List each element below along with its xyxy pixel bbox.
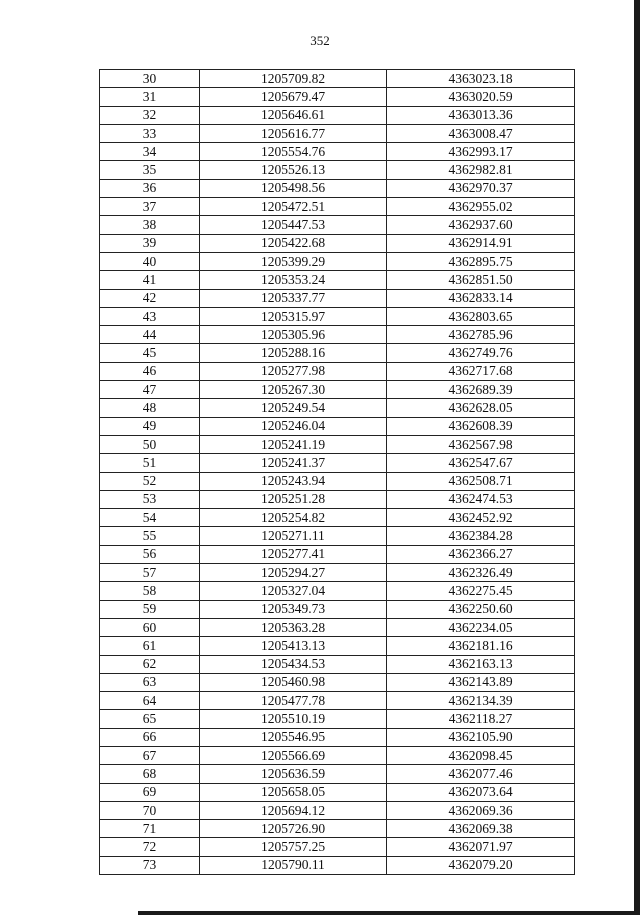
table-row xyxy=(100,600,575,618)
y-coordinate-cell: 4362803.65 xyxy=(387,307,575,325)
x-coordinate-cell: 1205277.98 xyxy=(200,362,387,380)
table-row xyxy=(100,435,575,453)
x-coordinate-cell: 1205305.96 xyxy=(200,326,387,344)
table-row xyxy=(100,88,575,106)
y-coordinate-cell: 4362250.60 xyxy=(387,600,575,618)
table-row xyxy=(100,381,575,399)
x-coordinate-cell: 1205510.19 xyxy=(200,710,387,728)
point-number-cell: 31 xyxy=(100,88,200,106)
y-coordinate-cell: 4362474.53 xyxy=(387,490,575,508)
table-row xyxy=(100,490,575,508)
x-coordinate-cell: 1205434.53 xyxy=(200,655,387,673)
y-coordinate-cell: 4362143.89 xyxy=(387,673,575,691)
x-coordinate-cell: 1205246.04 xyxy=(200,417,387,435)
x-coordinate-cell: 1205241.37 xyxy=(200,454,387,472)
point-number-cell: 40 xyxy=(100,252,200,270)
y-coordinate-cell: 4362982.81 xyxy=(387,161,575,179)
x-coordinate-cell: 1205658.05 xyxy=(200,783,387,801)
y-coordinate-cell: 4362071.97 xyxy=(387,838,575,856)
y-coordinate-cell: 4362955.02 xyxy=(387,198,575,216)
y-coordinate-cell: 4363013.36 xyxy=(387,106,575,124)
point-number-cell: 64 xyxy=(100,692,200,710)
table-row xyxy=(100,234,575,252)
x-coordinate-cell: 1205422.68 xyxy=(200,234,387,252)
point-number-cell: 49 xyxy=(100,417,200,435)
table-row xyxy=(100,637,575,655)
table-row xyxy=(100,454,575,472)
y-coordinate-cell: 4362628.05 xyxy=(387,399,575,417)
x-coordinate-cell: 1205271.11 xyxy=(200,527,387,545)
x-coordinate-cell: 1205554.76 xyxy=(200,143,387,161)
x-coordinate-cell: 1205646.61 xyxy=(200,106,387,124)
x-coordinate-cell: 1205498.56 xyxy=(200,179,387,197)
x-coordinate-cell: 1205413.13 xyxy=(200,637,387,655)
y-coordinate-cell: 4362326.49 xyxy=(387,564,575,582)
table-row xyxy=(100,820,575,838)
y-coordinate-cell: 4362079.20 xyxy=(387,856,575,874)
y-coordinate-cell: 4362452.92 xyxy=(387,509,575,527)
point-number-cell: 30 xyxy=(100,70,200,88)
x-coordinate-cell: 1205288.16 xyxy=(200,344,387,362)
point-number-cell: 67 xyxy=(100,746,200,764)
y-coordinate-cell: 4362851.50 xyxy=(387,271,575,289)
y-coordinate-cell: 4362073.64 xyxy=(387,783,575,801)
x-coordinate-cell: 1205315.97 xyxy=(200,307,387,325)
y-coordinate-cell: 4362608.39 xyxy=(387,417,575,435)
point-number-cell: 45 xyxy=(100,344,200,362)
page-edge-bottom xyxy=(138,911,640,915)
x-coordinate-cell: 1205526.13 xyxy=(200,161,387,179)
x-coordinate-cell: 1205327.04 xyxy=(200,582,387,600)
table-row xyxy=(100,307,575,325)
point-number-cell: 53 xyxy=(100,490,200,508)
table-row xyxy=(100,527,575,545)
point-number-cell: 73 xyxy=(100,856,200,874)
point-number-cell: 48 xyxy=(100,399,200,417)
point-number-cell: 33 xyxy=(100,124,200,142)
table-row xyxy=(100,106,575,124)
x-coordinate-cell: 1205243.94 xyxy=(200,472,387,490)
table-row xyxy=(100,673,575,691)
y-coordinate-cell: 4362785.96 xyxy=(387,326,575,344)
y-coordinate-cell: 4362993.17 xyxy=(387,143,575,161)
y-coordinate-cell: 4362077.46 xyxy=(387,765,575,783)
point-number-cell: 32 xyxy=(100,106,200,124)
x-coordinate-cell: 1205460.98 xyxy=(200,673,387,691)
table-row xyxy=(100,198,575,216)
page-number: 352 xyxy=(310,33,330,48)
point-number-cell: 65 xyxy=(100,710,200,728)
x-coordinate-cell: 1205477.78 xyxy=(200,692,387,710)
point-number-cell: 46 xyxy=(100,362,200,380)
point-number-cell: 59 xyxy=(100,600,200,618)
table-row xyxy=(100,399,575,417)
point-number-cell: 51 xyxy=(100,454,200,472)
table-row xyxy=(100,545,575,563)
point-number-cell: 69 xyxy=(100,783,200,801)
point-number-cell: 47 xyxy=(100,381,200,399)
x-coordinate-cell: 1205472.51 xyxy=(200,198,387,216)
table-row xyxy=(100,765,575,783)
point-number-cell: 57 xyxy=(100,564,200,582)
point-number-cell: 42 xyxy=(100,289,200,307)
point-number-cell: 66 xyxy=(100,728,200,746)
y-coordinate-cell: 4362970.37 xyxy=(387,179,575,197)
x-coordinate-cell: 1205679.47 xyxy=(200,88,387,106)
y-coordinate-cell: 4362547.67 xyxy=(387,454,575,472)
y-coordinate-cell: 4362366.27 xyxy=(387,545,575,563)
x-coordinate-cell: 1205694.12 xyxy=(200,801,387,819)
y-coordinate-cell: 4362275.45 xyxy=(387,582,575,600)
x-coordinate-cell: 1205566.69 xyxy=(200,746,387,764)
y-coordinate-cell: 4362118.27 xyxy=(387,710,575,728)
table-row xyxy=(100,271,575,289)
table-row xyxy=(100,783,575,801)
y-coordinate-cell: 4362105.90 xyxy=(387,728,575,746)
y-coordinate-cell: 4363020.59 xyxy=(387,88,575,106)
point-number-cell: 54 xyxy=(100,509,200,527)
table-row xyxy=(100,746,575,764)
table-row xyxy=(100,655,575,673)
point-number-cell: 50 xyxy=(100,435,200,453)
point-number-cell: 68 xyxy=(100,765,200,783)
point-number-cell: 56 xyxy=(100,545,200,563)
table-row xyxy=(100,728,575,746)
x-coordinate-cell: 1205267.30 xyxy=(200,381,387,399)
table-row xyxy=(100,472,575,490)
table-row xyxy=(100,179,575,197)
y-coordinate-cell: 4362895.75 xyxy=(387,252,575,270)
coordinates-table xyxy=(99,69,575,875)
x-coordinate-cell: 1205447.53 xyxy=(200,216,387,234)
y-coordinate-cell: 4362567.98 xyxy=(387,435,575,453)
table-row xyxy=(100,326,575,344)
point-number-cell: 35 xyxy=(100,161,200,179)
x-coordinate-cell: 1205790.11 xyxy=(200,856,387,874)
table-row xyxy=(100,362,575,380)
x-coordinate-cell: 1205353.24 xyxy=(200,271,387,289)
table-row xyxy=(100,70,575,88)
x-coordinate-cell: 1205726.90 xyxy=(200,820,387,838)
x-coordinate-cell: 1205546.95 xyxy=(200,728,387,746)
point-number-cell: 62 xyxy=(100,655,200,673)
table-row xyxy=(100,618,575,636)
point-number-cell: 70 xyxy=(100,801,200,819)
table-row xyxy=(100,124,575,142)
y-coordinate-cell: 4362717.68 xyxy=(387,362,575,380)
y-coordinate-cell: 4362234.05 xyxy=(387,618,575,636)
point-number-cell: 36 xyxy=(100,179,200,197)
y-coordinate-cell: 4363008.47 xyxy=(387,124,575,142)
x-coordinate-cell: 1205616.77 xyxy=(200,124,387,142)
x-coordinate-cell: 1205363.28 xyxy=(200,618,387,636)
y-coordinate-cell: 4362163.13 xyxy=(387,655,575,673)
point-number-cell: 39 xyxy=(100,234,200,252)
x-coordinate-cell: 1205636.59 xyxy=(200,765,387,783)
point-number-cell: 41 xyxy=(100,271,200,289)
x-coordinate-cell: 1205241.19 xyxy=(200,435,387,453)
page-edge-right xyxy=(634,0,640,915)
x-coordinate-cell: 1205349.73 xyxy=(200,600,387,618)
table-row xyxy=(100,509,575,527)
x-coordinate-cell: 1205294.27 xyxy=(200,564,387,582)
y-coordinate-cell: 4362098.45 xyxy=(387,746,575,764)
point-number-cell: 55 xyxy=(100,527,200,545)
point-number-cell: 44 xyxy=(100,326,200,344)
table-row xyxy=(100,161,575,179)
y-coordinate-cell: 4362749.76 xyxy=(387,344,575,362)
point-number-cell: 43 xyxy=(100,307,200,325)
table-row xyxy=(100,838,575,856)
table-row xyxy=(100,143,575,161)
point-number-cell: 72 xyxy=(100,838,200,856)
table-row xyxy=(100,710,575,728)
point-number-cell: 37 xyxy=(100,198,200,216)
y-coordinate-cell: 4362069.36 xyxy=(387,801,575,819)
table-row xyxy=(100,289,575,307)
point-number-cell: 58 xyxy=(100,582,200,600)
point-number-cell: 71 xyxy=(100,820,200,838)
point-number-cell: 38 xyxy=(100,216,200,234)
x-coordinate-cell: 1205251.28 xyxy=(200,490,387,508)
y-coordinate-cell: 4362134.39 xyxy=(387,692,575,710)
point-number-cell: 60 xyxy=(100,618,200,636)
table-row xyxy=(100,564,575,582)
y-coordinate-cell: 4362689.39 xyxy=(387,381,575,399)
y-coordinate-cell: 4362508.71 xyxy=(387,472,575,490)
y-coordinate-cell: 4362384.28 xyxy=(387,527,575,545)
coordinates-table-body xyxy=(100,70,575,875)
x-coordinate-cell: 1205249.54 xyxy=(200,399,387,417)
point-number-cell: 34 xyxy=(100,143,200,161)
table-row xyxy=(100,856,575,874)
point-number-cell: 52 xyxy=(100,472,200,490)
x-coordinate-cell: 1205254.82 xyxy=(200,509,387,527)
table-row xyxy=(100,692,575,710)
y-coordinate-cell: 4362833.14 xyxy=(387,289,575,307)
x-coordinate-cell: 1205757.25 xyxy=(200,838,387,856)
table-row xyxy=(100,582,575,600)
x-coordinate-cell: 1205709.82 xyxy=(200,70,387,88)
y-coordinate-cell: 4362914.91 xyxy=(387,234,575,252)
x-coordinate-cell: 1205337.77 xyxy=(200,289,387,307)
y-coordinate-cell: 4362069.38 xyxy=(387,820,575,838)
table-row xyxy=(100,216,575,234)
point-number-cell: 63 xyxy=(100,673,200,691)
y-coordinate-cell: 4363023.18 xyxy=(387,70,575,88)
x-coordinate-cell: 1205399.29 xyxy=(200,252,387,270)
y-coordinate-cell: 4362937.60 xyxy=(387,216,575,234)
table-row xyxy=(100,417,575,435)
x-coordinate-cell: 1205277.41 xyxy=(200,545,387,563)
table-row xyxy=(100,801,575,819)
table-row xyxy=(100,344,575,362)
point-number-cell: 61 xyxy=(100,637,200,655)
y-coordinate-cell: 4362181.16 xyxy=(387,637,575,655)
table-row xyxy=(100,252,575,270)
